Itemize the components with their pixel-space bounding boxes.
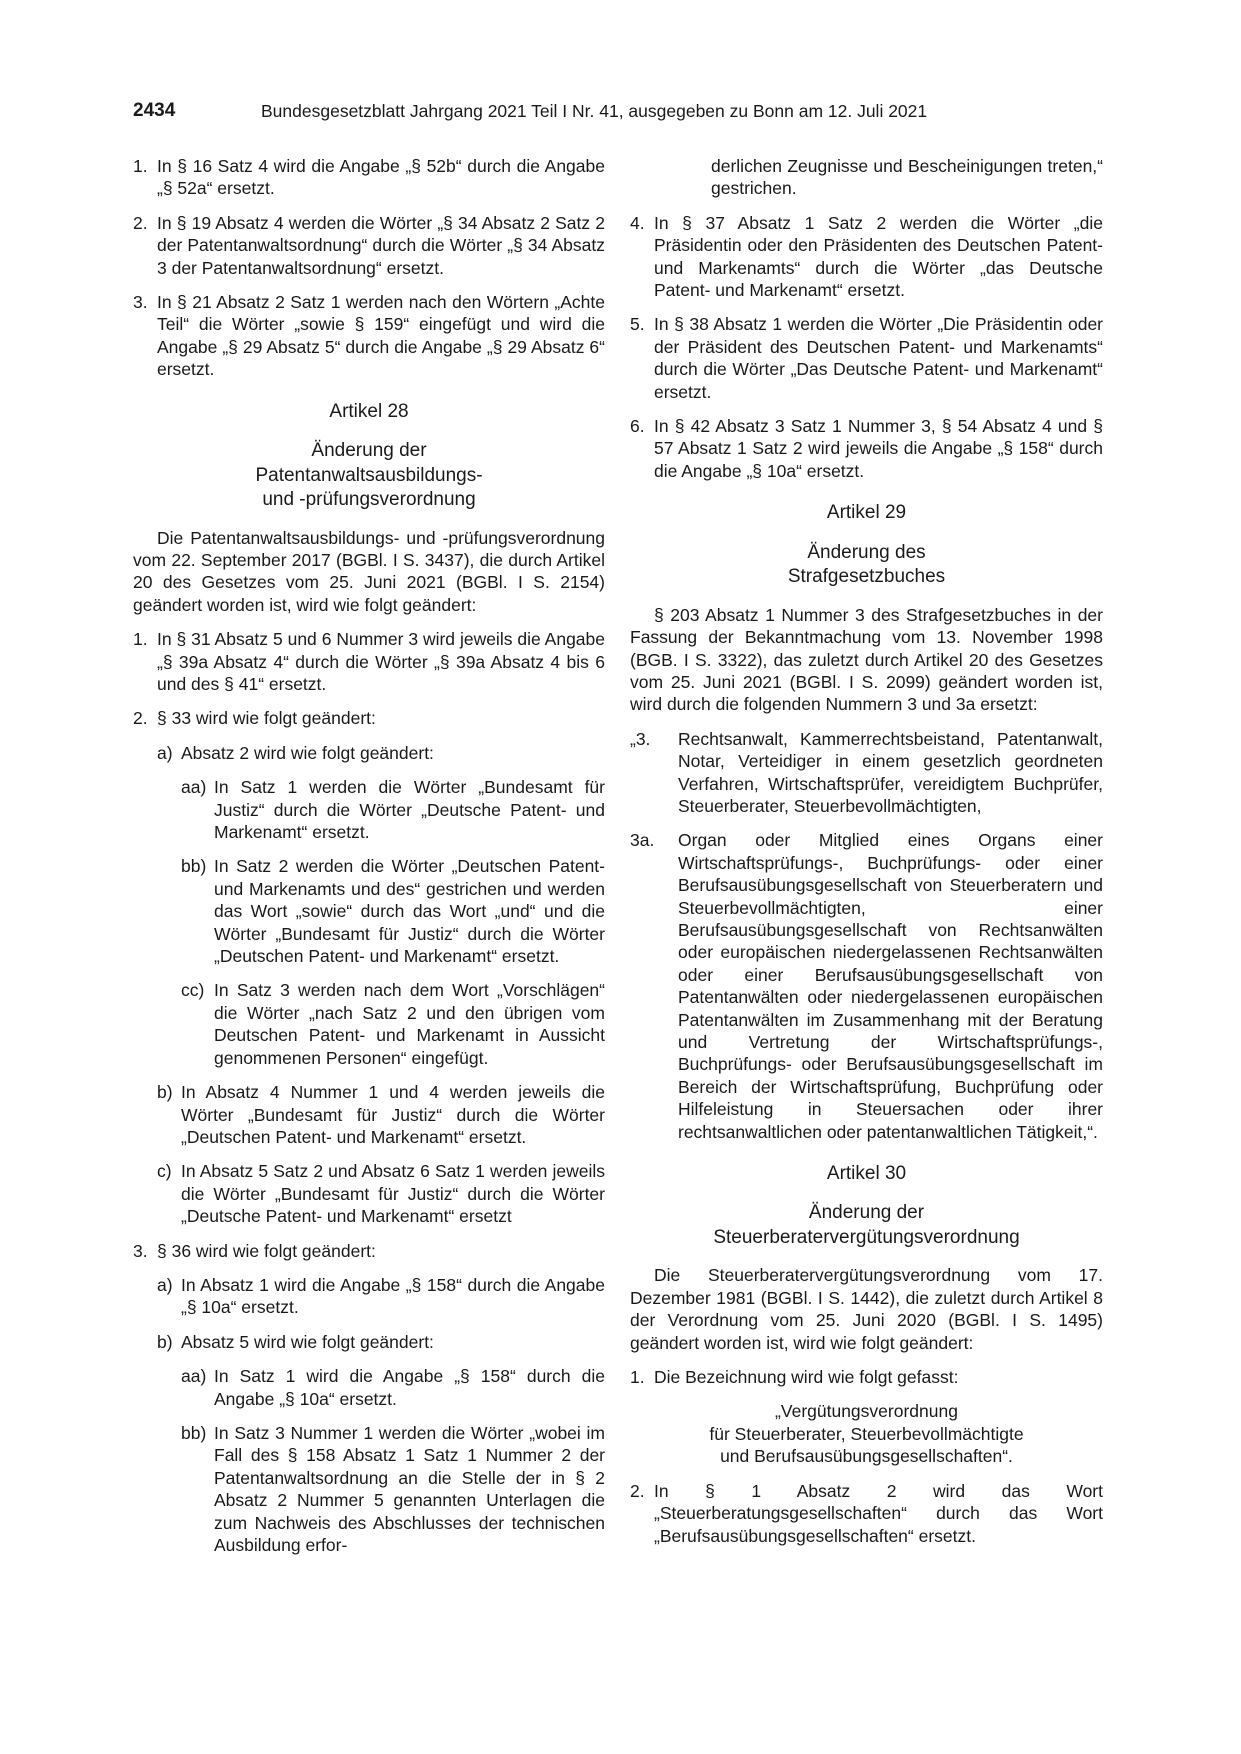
item-text: In § 21 Absatz 2 Satz 1 werden nach den Wörtern „Achte Teil“ die Wörter „sowie § 159“ eingefügt und wird die Angabe „§ 29 Absatz 5“ durch die Angabe „§ 29 Absatz 6“ ersetzt. bbox=[157, 292, 605, 380]
item-letter: bb) bbox=[181, 856, 207, 877]
list-item bbox=[133, 1365, 605, 1410]
item-text: In Satz 2 werden die Wörter „Deutschen Patent- und Markenamts und des“ gestrichen und werden das Wort „sowie“ durch das Wort „und“ und die Wörter „Bundesamt für Justiz“ durch die Wörter „Deutschen Patent- und Markenamt“ ersetzt. bbox=[214, 856, 605, 967]
item-number: 5. bbox=[630, 314, 645, 335]
quoted-title-line: für Steuerberater, Steuerbevollmächtigte bbox=[709, 1423, 1024, 1444]
item-text: In Absatz 1 wird die Angabe „§ 158“ durch die Angabe „§ 10a“ ersetzt. bbox=[181, 1274, 605, 1318]
article-title-line: Änderung des bbox=[807, 541, 926, 563]
article-title-line: Änderung der bbox=[311, 440, 427, 462]
right-column bbox=[630, 155, 1103, 1559]
item-text: Organ oder Mitglied eines Organs einer Wirtschaftsprüfungs-, Buchprüfungs- oder einer Berufsausübungsgesellschaft von Steuerberatern und Steuerbevollmächtigten, einer Berufsausübungsgesellschaft von Rechtsanwälten oder europäischen niedergelassenen Rechtsanwälten oder einer Berufsausübungsgesellschaft von Patentanwälten oder niedergelassenen europäischen Patentanwälten im Zusammenhang mit der Beratung und Vertretung der Wirtschaftsprüfungs-, Buchprüfungs- oder Berufsausübungsgesellschaft im Bereich der Wirtschaftsprüfung, Buchprüfung oder Hilfeleistung in Steuersachen oder ihrer rechtsanwaltlichen oder patentanwaltlichen Tätigkeit,“. bbox=[678, 830, 1103, 1142]
list-item bbox=[133, 212, 605, 279]
item-text: In Satz 3 werden nach dem Wort „Vorschlägen“ die Wörter „nach Satz 2 und den übrigen vom Deutschen Patent- und Markenamt in Aussicht genommenen Personen“ eingefügt. bbox=[214, 980, 605, 1068]
running-title: Bundesgesetzblatt Jahrgang 2021 Teil I Nr. 41, ausgegeben zu Bonn am 12. Juli 2021 bbox=[261, 101, 928, 121]
item-text: In § 37 Absatz 1 Satz 2 werden die Wörter „die Präsidentin oder den Präsidenten des Deutschen Patent- und Markenamts“ durch die Wörter „das Deutsche Patent- und Markenamt“ ersetzt. bbox=[654, 212, 1103, 301]
item-number: 2. bbox=[133, 708, 148, 729]
list-item bbox=[133, 979, 605, 1069]
item-number: 3a. bbox=[630, 830, 655, 851]
list-item bbox=[133, 155, 605, 200]
item-text: Absatz 2 wird wie folgt geändert: bbox=[181, 742, 434, 763]
page-number: 2434 bbox=[133, 100, 176, 121]
list-item bbox=[133, 855, 605, 967]
list-item bbox=[630, 829, 1103, 1143]
left-column bbox=[133, 155, 605, 1568]
list-item bbox=[630, 313, 1103, 403]
item-text: In § 31 Absatz 5 und 6 Nummer 3 wird jeweils die Angabe „§ 39a Absatz 4“ durch die Wörter „§ 39a Absatz 4 bis 6 und des § 41“ ersetzt. bbox=[157, 629, 605, 694]
quoted-title-line: und Berufsausübungsgesellschaften“. bbox=[720, 1446, 1013, 1467]
item-text: In § 42 Absatz 3 Satz 1 Nummer 3, § 54 Absatz 4 und § 57 Absatz 1 Satz 2 wird jeweils die Angabe „§ 158“ durch die Angabe „§ 10a“ ersetzt. bbox=[654, 416, 1103, 481]
item-text: Rechtsanwalt, Kammerrechtsbeistand, Patentanwalt, Notar, Verteidiger in einem gesetzlich geordneten Verfahren, Wirtschaftsprüfer, vereidigtem Buchprüfer, Steuerberater, Steuerbevollmächtigten, bbox=[678, 728, 1103, 816]
quoted-title-line: „Vergütungsverordnung bbox=[775, 1401, 958, 1422]
list-item bbox=[133, 776, 605, 843]
item-text: § 36 wird wie folgt geändert: bbox=[157, 1240, 376, 1261]
list-item bbox=[630, 1366, 1103, 1388]
item-letter: bb) bbox=[181, 1422, 207, 1443]
item-text: In § 19 Absatz 4 werden die Wörter „§ 34 Absatz 2 Satz 2 der Patentanwaltsordnung“ durch die Wörter „§ 34 Absatz 3 der Patentanwaltsordnung“ ersetzt. bbox=[157, 212, 605, 278]
item-number: 2. bbox=[133, 212, 148, 233]
article-title-line: Patentanwaltsausbildungs- bbox=[255, 464, 483, 486]
item-text: Die Bezeichnung wird wie folgt gefasst: bbox=[654, 1367, 959, 1388]
item-number: 2. bbox=[630, 1480, 645, 1501]
article-title bbox=[630, 1201, 1103, 1250]
article-title-line: Steuerberatervergütungsverordnung bbox=[713, 1226, 1020, 1248]
item-number: 3. bbox=[133, 1240, 148, 1261]
article-intro: Die Steuerberatervergütungsverordnung vom 17. Dezember 1981 (BGBl. I S. 1442), die zuletzt durch Artikel 8 der Verordnung vom 25. Juni 2020 (BGBl. I S. 1495) geändert worden ist, wird wie folgt geändert: bbox=[630, 1265, 1103, 1353]
item-letter: cc) bbox=[181, 980, 205, 1001]
article-heading: Artikel 30 bbox=[826, 1163, 907, 1185]
item-text: Absatz 5 wird wie folgt geändert: bbox=[181, 1331, 434, 1352]
list-item bbox=[133, 1240, 605, 1262]
item-letter: a) bbox=[157, 1274, 173, 1295]
item-letter: b) bbox=[157, 1331, 173, 1352]
list-item bbox=[133, 742, 605, 764]
article-title-line: Strafgesetzbuches bbox=[787, 566, 946, 588]
item-text: In Satz 1 wird die Angabe „§ 158“ durch die Angabe „§ 10a“ ersetzt. bbox=[214, 1366, 605, 1409]
article-title-line: und -prüfungsverordnung bbox=[262, 489, 476, 511]
article-title bbox=[133, 439, 605, 513]
item-text: § 33 wird wie folgt geändert: bbox=[157, 708, 376, 729]
continued-text: derlichen Zeugnisse und Bescheinigungen treten,“ gestrichen. bbox=[711, 156, 1103, 199]
item-number: 1. bbox=[133, 156, 148, 176]
list-item bbox=[630, 212, 1103, 302]
item-number: 3. bbox=[133, 292, 148, 313]
item-text: In § 38 Absatz 1 werden die Wörter „Die Präsidentin oder der Präsident des Deutschen Patent- und Markenamts“ durch die Wörter „Das Deutsche Patent- und Markenamt“ ersetzt. bbox=[654, 314, 1103, 402]
list-item bbox=[630, 1480, 1103, 1547]
item-letter: aa) bbox=[181, 1366, 207, 1387]
item-number: 4. bbox=[630, 212, 645, 233]
article-intro: § 203 Absatz 1 Nummer 3 des Strafgesetzbuches in der Fassung der Bekanntmachung vom 13. November 1998 (BGB. I S. 3322), das zuletzt durch Artikel 20 des Gesetzes vom 25. Juni 2021 (BGBl. I S. 2099) geändert worden ist, wird durch die folgenden Nummern 3 und 3a ersetzt: bbox=[630, 604, 1103, 715]
list-item bbox=[630, 415, 1103, 482]
article-title bbox=[630, 541, 1103, 590]
item-text: In Absatz 5 Satz 2 und Absatz 6 Satz 1 werden jeweils die Wörter „Bundesamt für Justiz“ durch die Wörter „Deutsche Patent- und Markenamt“ ersetzt bbox=[181, 1161, 605, 1227]
item-number: 6. bbox=[630, 416, 645, 437]
article-heading: Artikel 29 bbox=[826, 502, 907, 524]
list-item bbox=[133, 1331, 605, 1353]
item-text: In Satz 1 werden die Wörter „Bundesamt für Justiz“ durch die Wörter „Deutsche Patent- und Markenamt“ ersetzt. bbox=[214, 777, 605, 843]
list-item bbox=[630, 728, 1103, 818]
quoted-title bbox=[630, 1400, 1103, 1467]
article-heading: Artikel 28 bbox=[329, 400, 409, 422]
item-letter: a) bbox=[157, 742, 173, 763]
list-item bbox=[133, 291, 605, 381]
article-title-line: Änderung der bbox=[808, 1202, 925, 1224]
item-letter: c) bbox=[157, 1161, 172, 1182]
item-text: In § 1 Absatz 2 wird das Wort „Steuerberatungsgesellschaften“ durch das Wort „Berufsausübungsgesellschaften“ ersetzt. bbox=[654, 1480, 1103, 1546]
item-number: 1. bbox=[630, 1367, 645, 1388]
list-item bbox=[133, 1081, 605, 1148]
item-letter: aa) bbox=[181, 777, 207, 798]
list-item bbox=[133, 1422, 605, 1556]
list-item bbox=[133, 1274, 605, 1319]
item-text: In Satz 3 Nummer 1 werden die Wörter „wobei im Fall des § 158 Absatz 1 Satz 1 Nummer 2 der Patentanwaltsordnung an die Stelle der in § 2 Absatz 2 Nummer 5 genannten Unterlagen die zum Nachweis des Abschlusses der technischen Ausbildung erfor- bbox=[214, 1422, 605, 1555]
list-item bbox=[133, 628, 605, 695]
item-letter: b) bbox=[157, 1082, 173, 1103]
item-text: In § 16 Satz 4 wird die Angabe „§ 52b“ durch die Angabe „§ 52a“ ersetzt. bbox=[157, 156, 605, 199]
item-number: 1. bbox=[133, 629, 148, 650]
item-number: „3. bbox=[630, 728, 651, 749]
page-header bbox=[133, 100, 1113, 128]
list-item bbox=[133, 1160, 605, 1227]
article-intro: Die Patentanwaltsausbildungs- und -prüfungsverordnung vom 22. September 2017 (BGBl. I S. 3437), die durch Artikel 20 des Gesetzes vom 25. Juni 2021 (BGBl. I S. 2154) geändert worden ist, wird wie folgt geändert: bbox=[133, 527, 605, 615]
item-text: In Absatz 4 Nummer 1 und 4 werden jeweils die Wörter „Bundesamt für Justiz“ durch die Wörter „Deutschen Patent- und Markenamt“ ersetzt. bbox=[181, 1082, 605, 1147]
list-item bbox=[133, 707, 605, 729]
